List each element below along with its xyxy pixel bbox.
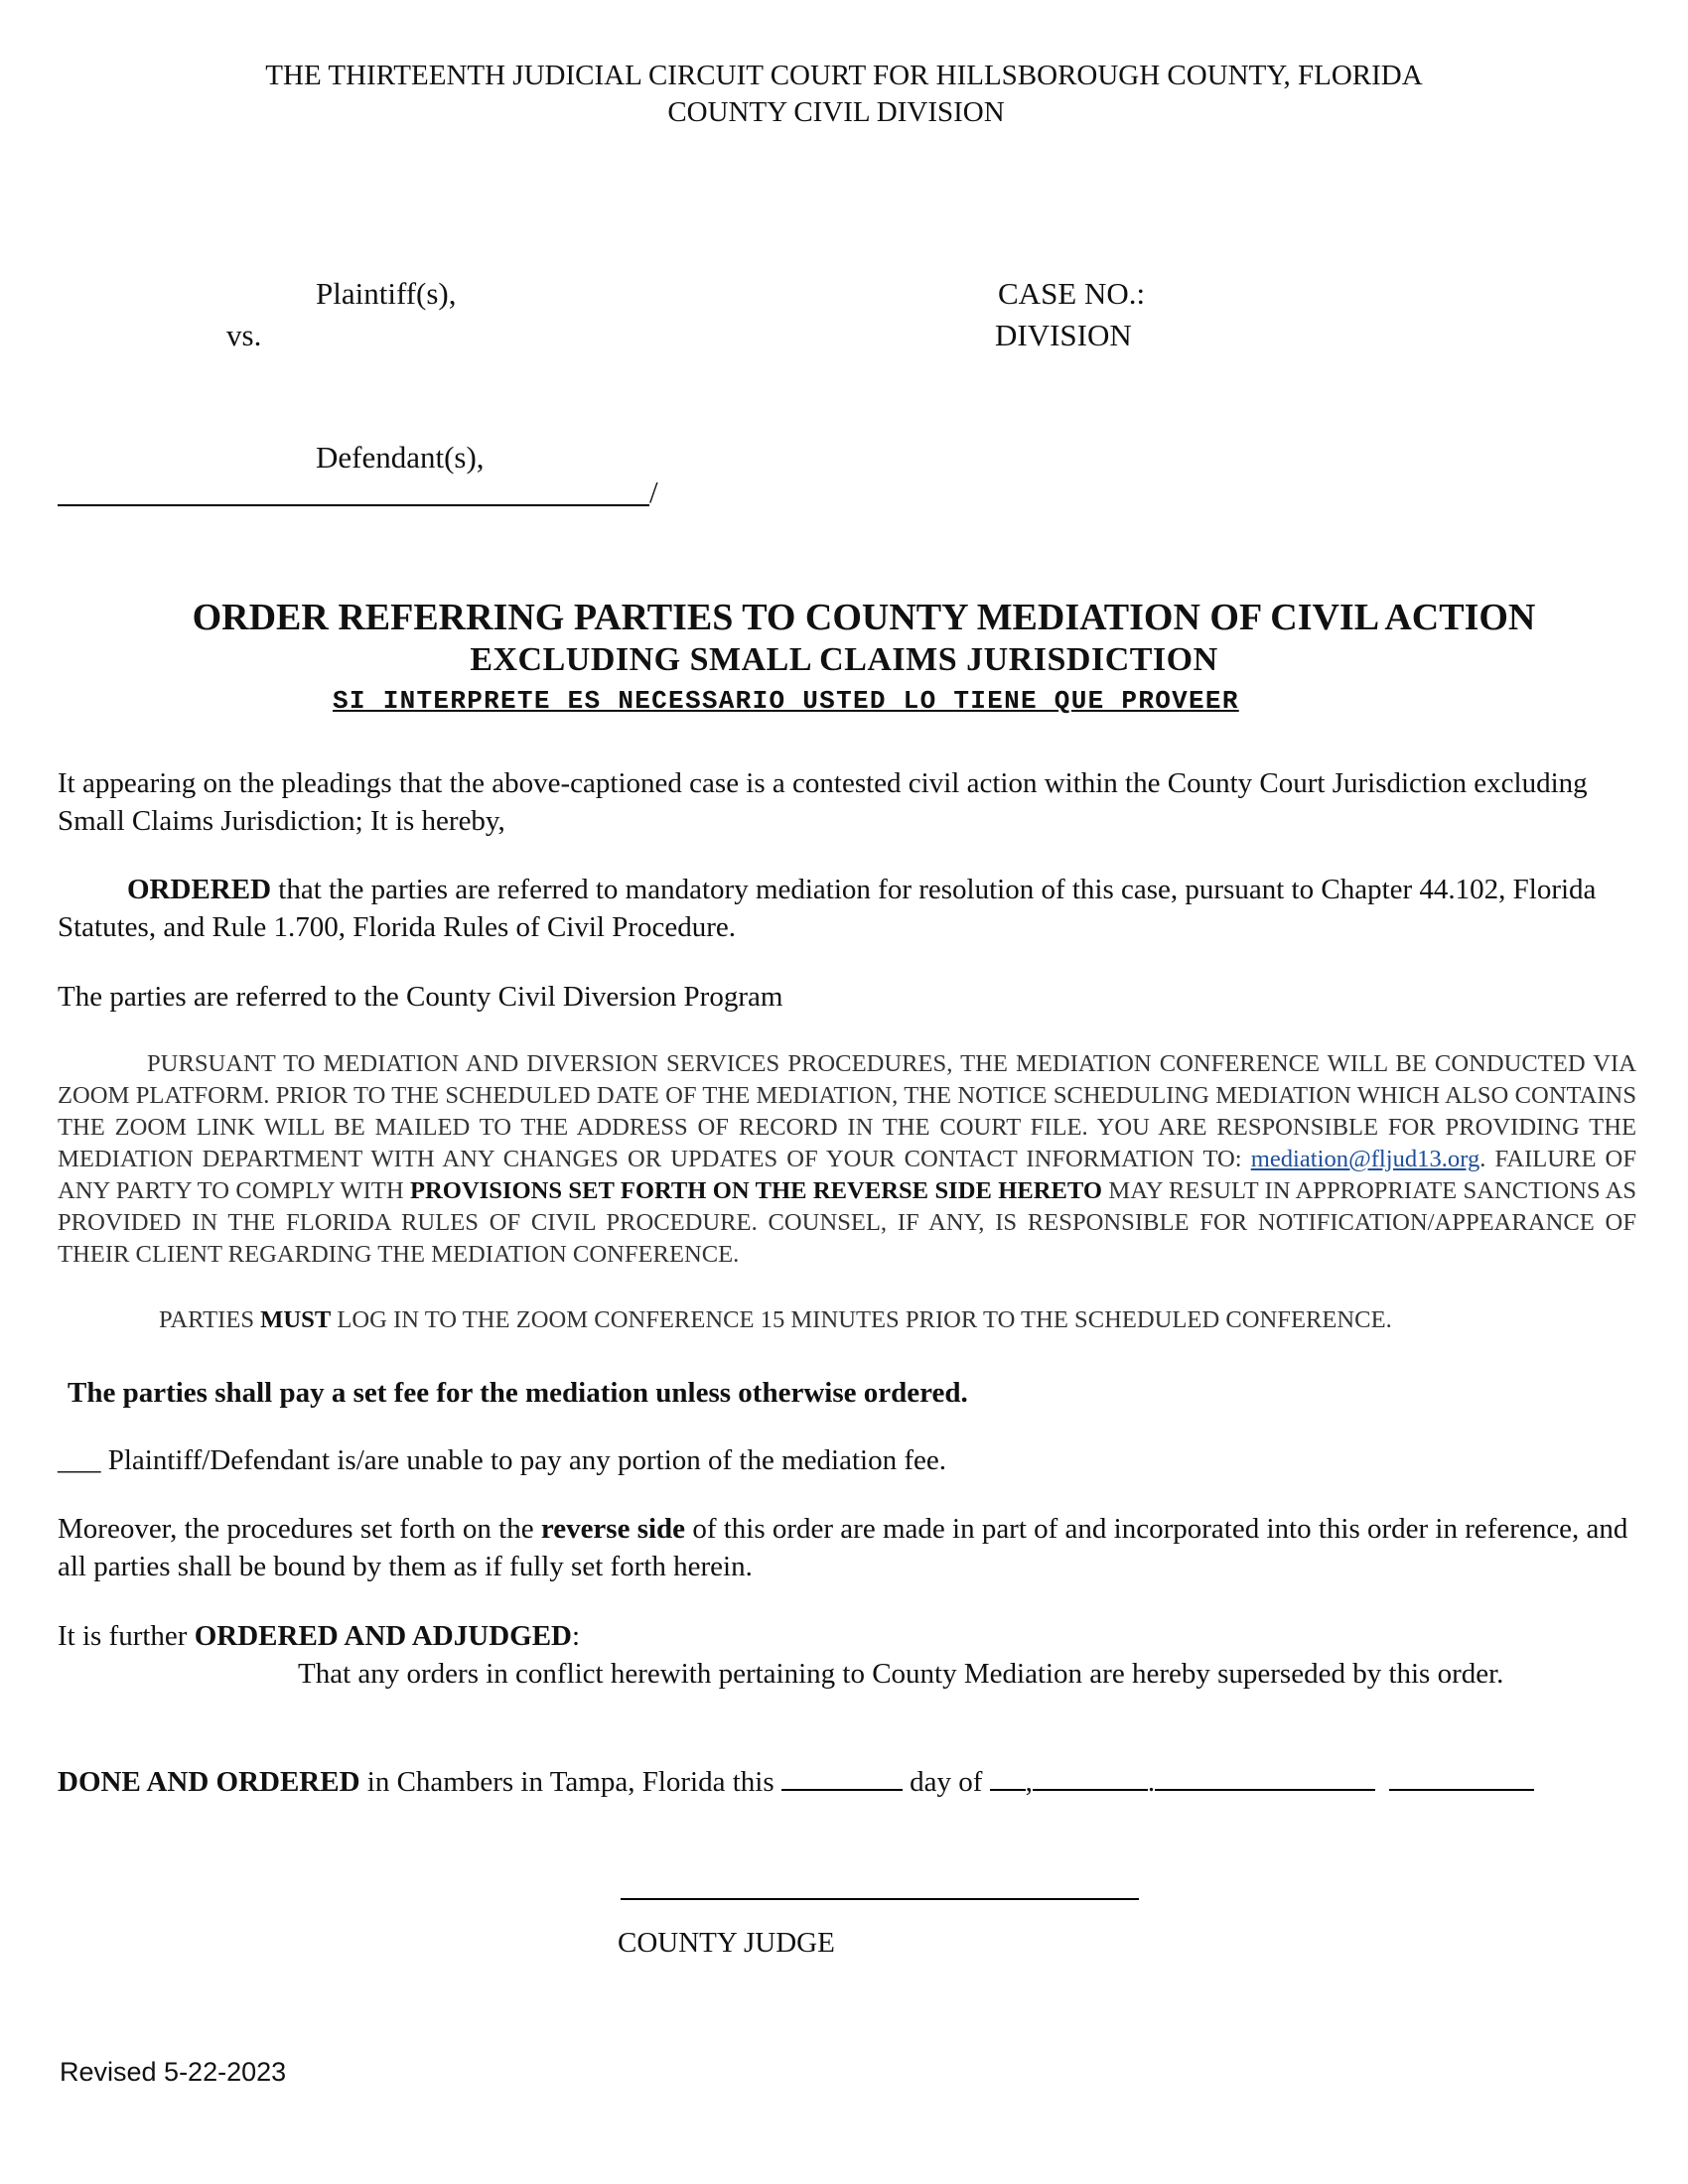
court-division: COUNTY CIVIL DIVISION: [667, 96, 1005, 128]
unable-checkbox-blank[interactable]: ___: [58, 1444, 101, 1476]
order-title: ORDER REFERRING PARTIES TO COUNTY MEDIATION OF CIVIL ACTION: [192, 597, 1536, 638]
court-name: THE THIRTEENTH JUDICIAL CIRCUIT COURT FOR HILLSBOROUGH COUNTY, FLORIDA: [265, 60, 1423, 91]
order-subtitle: EXCLUDING SMALL CLAIMS JURISDICTION: [470, 641, 1218, 678]
judge-signature-line[interactable]: [621, 1898, 1139, 1900]
defendant-label: Defendant(s),: [316, 440, 485, 475]
supersede-statement: That any orders in conflict herewith pertaining to County Mediation are hereby superseded by this order.: [298, 1658, 1504, 1690]
caption-slash: /: [649, 475, 658, 509]
plaintiff-label: Plaintiff(s),: [316, 276, 457, 311]
provisions-bold: PROVISIONS SET FORTH ON THE REVERSE SIDE HERETO: [409, 1177, 1103, 1204]
unable-to-pay-line[interactable]: ___ Plaintiff/Defendant is/are unable to pay any portion of the mediation fee.: [58, 1444, 946, 1476]
intro-paragraph: It appearing on the pleadings that the above-captioned case is a contested civil action within the County Court Jurisdiction excluding Small Claims Jurisdiction; It is hereby,: [58, 767, 1588, 837]
login-notice: PARTIES MUST LOG IN TO THE ZOOM CONFERENCE 15 MINUTES PRIOR TO THE SCHEDULED CONFERENCE.: [159, 1306, 1392, 1333]
vs-label: vs.: [226, 318, 262, 352]
done-and-ordered-line: DONE AND ORDERED in Chambers in Tampa, Florida this day of , .: [58, 1763, 1636, 1801]
revision-date: Revised 5-22-2023: [60, 2057, 287, 2087]
case-number-label: CASE NO.:: [998, 276, 1146, 311]
mediation-email-link[interactable]: mediation@fljud13.org: [1250, 1146, 1480, 1172]
extra-blank[interactable]: [1155, 1765, 1375, 1791]
signature-blank[interactable]: [1389, 1765, 1534, 1791]
caption-underline: [58, 504, 649, 506]
ordered-bold: ORDERED: [127, 874, 272, 905]
further-ordered: It is further ORDERED AND ADJUDGED:: [58, 1620, 581, 1652]
ordered-paragraph: ORDERED that the parties are referred to mandatory mediation for resolution of this case, pursuant to Chapter 44.102, Florida Statutes, and Rule 1.700, Florida Rules of Civil Procedure.: [58, 874, 1597, 943]
year-blank[interactable]: [1033, 1765, 1148, 1791]
division-label: DIVISION: [995, 318, 1132, 352]
month-blank[interactable]: [990, 1765, 1026, 1791]
day-blank[interactable]: [781, 1765, 903, 1791]
county-judge-label: COUNTY JUDGE: [618, 1927, 835, 1959]
moreover-paragraph: Moreover, the procedures set forth on the reverse side of this order are made in part of and incorporated into this order in reference, and all parties shall be bound by them as if fully set forth herein.: [58, 1513, 1628, 1582]
fee-statement: The parties shall pay a set fee for the mediation unless otherwise ordered.: [68, 1377, 968, 1409]
interpreter-notice: SI INTERPRETE ES NECESSARIO USTED LO TIENE QUE PROVEER: [333, 686, 1239, 716]
zoom-procedures-paragraph: PURSUANT TO MEDIATION AND DIVERSION SERVICES PROCEDURES, THE MEDIATION CONFERENCE WILL BE CONDUCTED VIA ZOOM PLATFORM. PRIOR TO THE SCHEDULED DATE OF THE MEDIATION, THE NOTICE SCHEDULING MEDIATION WHICH ALSO CONTAINS THE ZOOM LINK WILL BE MAILED TO THE ADDRESS OF RECORD IN THE COURT FILE. YOU ARE RESPONSIBLE FOR PROVIDING THE MEDIATION DEPARTMENT WITH ANY CHANGES OR UPDATES OF YOUR CONTACT INFORMATION TO: mediation@fljud13.org. FAILURE OF ANY PARTY TO COMPLY WITH PROVISIONS SET FORTH ON THE REVERSE SIDE HERETO MAY RESULT IN APPROPRIATE SANCTIONS AS PROVIDED IN THE FLORIDA RULES OF CIVIL PROCEDURE. COUNSEL, IF ANY, IS RESPONSIBLE FOR NOTIFICATION/APPEARANCE OF THEIR CLIENT REGARDING THE MEDIATION CONFERENCE.: [58, 1050, 1636, 1268]
referred-paragraph: The parties are referred to the County Civil Diversion Program: [58, 981, 783, 1013]
